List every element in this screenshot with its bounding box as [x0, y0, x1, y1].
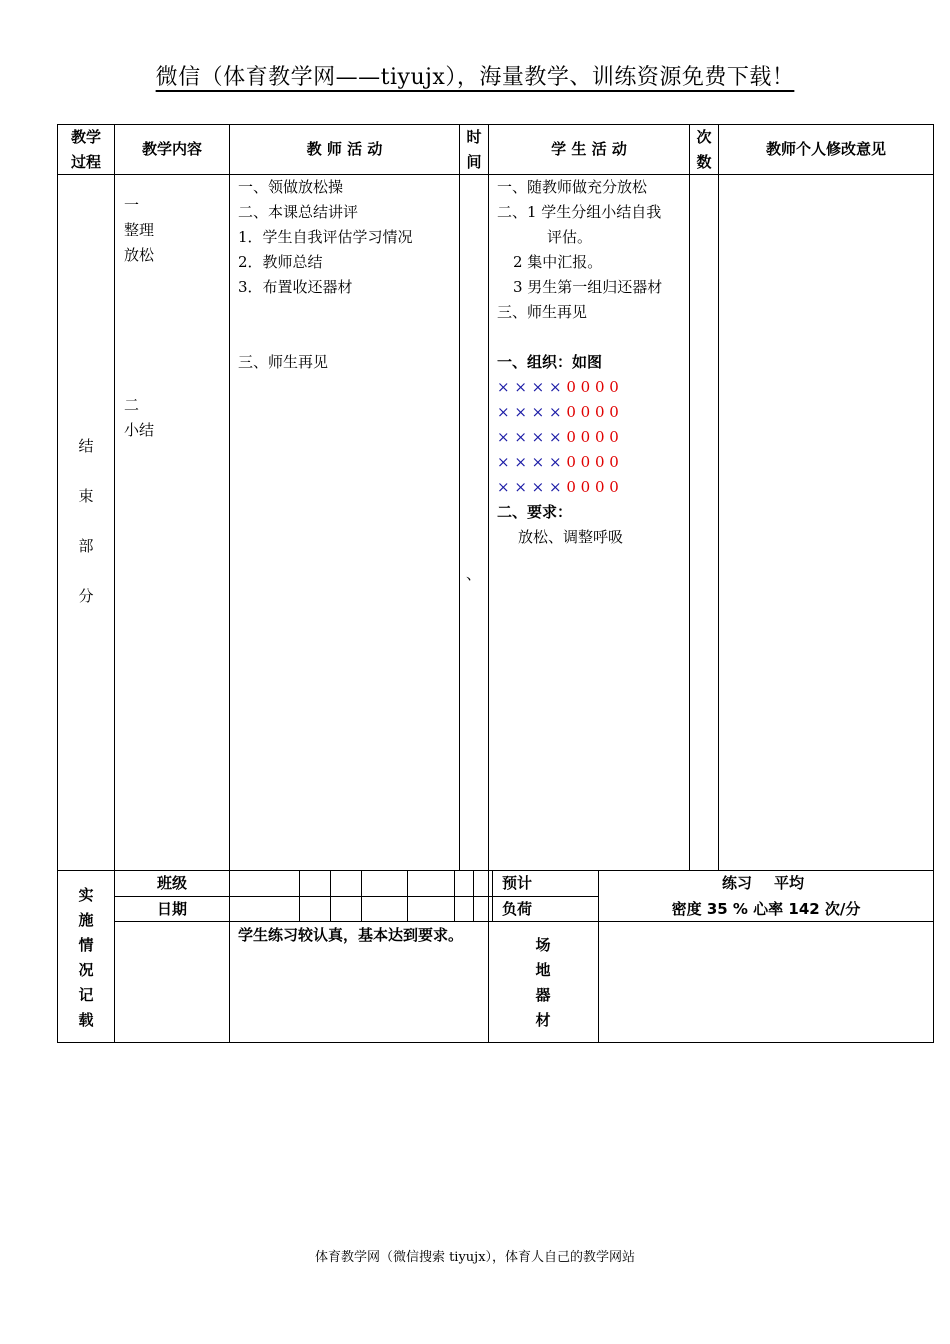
- density-heart-rate: 密度 35 % 心率 142 次/分: [671, 900, 861, 918]
- header-count: 次 数: [696, 128, 712, 171]
- header-notes: 教师个人修改意见: [765, 140, 886, 158]
- load-label: 负荷: [502, 900, 533, 918]
- class-label: 班级: [156, 874, 187, 892]
- header-process: 教学 过程: [70, 128, 101, 171]
- teacher-activities: 一、领做放松操 二、本课总结讲评 1．学生自我评估学习情况 2．教师总结 3．布置收还器材: [238, 178, 413, 296]
- section-label: 结 束 部 分: [78, 437, 94, 605]
- organization-title: 一、组织：如图: [497, 353, 603, 371]
- expected-label: 预计: [502, 874, 533, 892]
- content-item-relax: 一 整理 放松: [124, 196, 155, 264]
- requirement-text: 放松、调整呼吸: [518, 528, 624, 546]
- page-header-text: 微信（体育教学网——tiyujx），海量教学、训练资源免费下载！: [155, 65, 795, 90]
- header-time: 时 间: [466, 128, 482, 171]
- teacher-farewell: 三、师生再见: [238, 353, 329, 371]
- student-activities: 一、随教师做充分放松 二、1 学生分组小结自我 评估。 2 集中汇报。 3 男生第一组归还器材 三、师生再见: [497, 178, 663, 321]
- page-footer: 体育教学网（微信搜索 tiyujx），体育人自己的教学网站: [314, 1250, 636, 1265]
- formation-row: × × × × 0 0 0 0: [497, 403, 619, 421]
- header-content: 教学内容: [141, 140, 202, 158]
- formation-row: × × × × 0 0 0 0: [497, 428, 619, 446]
- time-mark: 、: [466, 565, 482, 583]
- organization-block: [497, 350, 687, 550]
- summary-text: 学生练习较认真，基本达到要求。: [238, 926, 464, 944]
- formation-row: × × × × 0 0 0 0: [497, 453, 619, 471]
- date-label: 日期: [156, 900, 187, 918]
- venue-label: 场 地 器 材: [535, 936, 551, 1029]
- header-student: 学 生 活 动: [551, 140, 627, 158]
- formation-row: × × × × 0 0 0 0: [497, 478, 619, 496]
- formation-row: × × × × 0 0 0 0: [497, 378, 619, 396]
- content-item-summary: 二 小结: [124, 396, 155, 439]
- header-teacher: 教 师 活 动: [306, 140, 383, 158]
- record-label: 实 施 情 况 记 载: [78, 886, 94, 1029]
- requirement-title: 二、要求：: [497, 503, 573, 521]
- practice-label: 练习 平均: [722, 874, 805, 892]
- page-header: [0, 60, 950, 91]
